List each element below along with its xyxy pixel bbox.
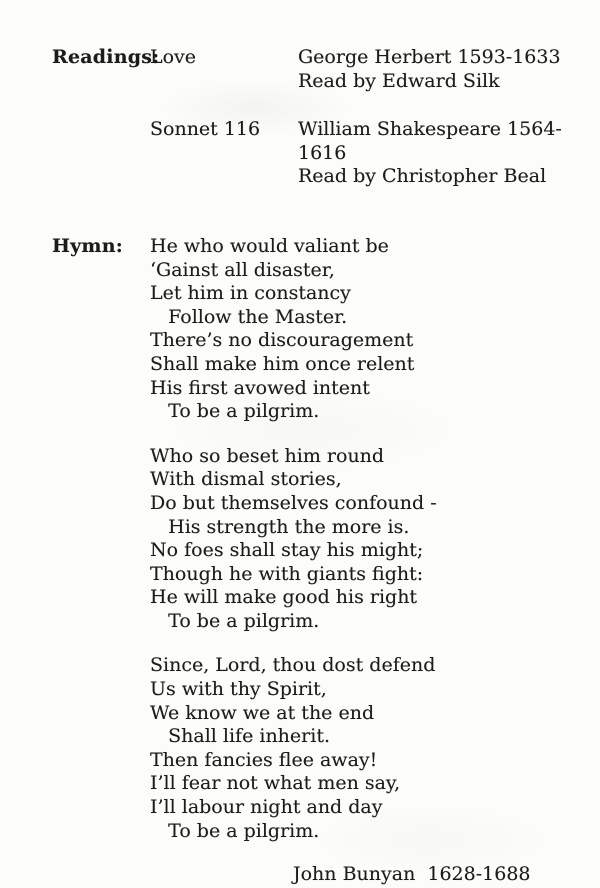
hymn-line: Do but themselves confound -: [150, 491, 437, 514]
hymn-line: I’ll labour night and day: [150, 796, 383, 819]
readings-section-row-2: [52, 118, 594, 189]
hymn-line: With dismal stories,: [150, 468, 342, 491]
readings-label-spacer: [52, 118, 150, 189]
hymn-section: [52, 235, 594, 843]
hymn-line: Shall life inherit.: [150, 725, 330, 748]
hymn-line: I’ll fear not what men say,: [150, 772, 401, 795]
hymn-stanza-2: [150, 445, 594, 634]
hymn-line: His first avowed intent: [150, 376, 370, 399]
reading-1-reader: Read by Edward Silk: [298, 69, 500, 92]
readings-section-row-1: [52, 46, 594, 93]
hymn-line: Since, Lord, thou dost defend: [150, 654, 436, 677]
hymn-line: To be a pilgrim.: [150, 400, 320, 423]
hymn-stanza-1: [150, 235, 594, 424]
hymn-text: [150, 235, 594, 843]
reading-1-detail: [298, 46, 594, 93]
hymn-line: We know we at the end: [150, 701, 375, 724]
reading-2-author: William Shakespeare 1564-1616: [298, 118, 562, 164]
hymn-line: Though he with giants fight:: [150, 562, 424, 585]
reading-2-detail: [298, 118, 594, 189]
hymn-line: Then fancies flee away!: [150, 748, 378, 771]
hymn-line: Let him in constancy: [150, 282, 351, 305]
hymn-line: There’s no discouragement: [150, 329, 414, 352]
hymn-line: He will make good his right: [150, 586, 418, 609]
hymn-line: Us with thy Spirit,: [150, 678, 327, 701]
hymn-line: No foes shall stay his might;: [150, 539, 424, 562]
reading-1-title: Love: [150, 46, 197, 68]
hymn-line: He who would valiant be: [150, 234, 389, 257]
hymn-stanza-3: [150, 654, 594, 843]
hymn-line: Who so beset him round: [150, 444, 385, 467]
hymn-label: Hymn:: [52, 234, 123, 257]
reading-1-author: George Herbert 1593-1633: [298, 46, 561, 68]
hymn-line: To be a pilgrim.: [150, 609, 320, 632]
reading-2-reader: Read by Christopher Beal: [298, 165, 547, 188]
readings-label: Readings:: [52, 46, 160, 68]
hymn-line: To be a pilgrim.: [150, 819, 320, 842]
reading-2-title: Sonnet 116: [150, 118, 261, 141]
hymn-line: Follow the Master.: [150, 305, 348, 328]
hymn-line: His strength the more is.: [150, 515, 410, 538]
hymn-attribution: John Bunyan 1628-1688: [293, 863, 531, 886]
hymn-line: Shall make him once relent: [150, 352, 415, 375]
hymn-line: ‘Gainst all disaster,: [150, 258, 335, 281]
